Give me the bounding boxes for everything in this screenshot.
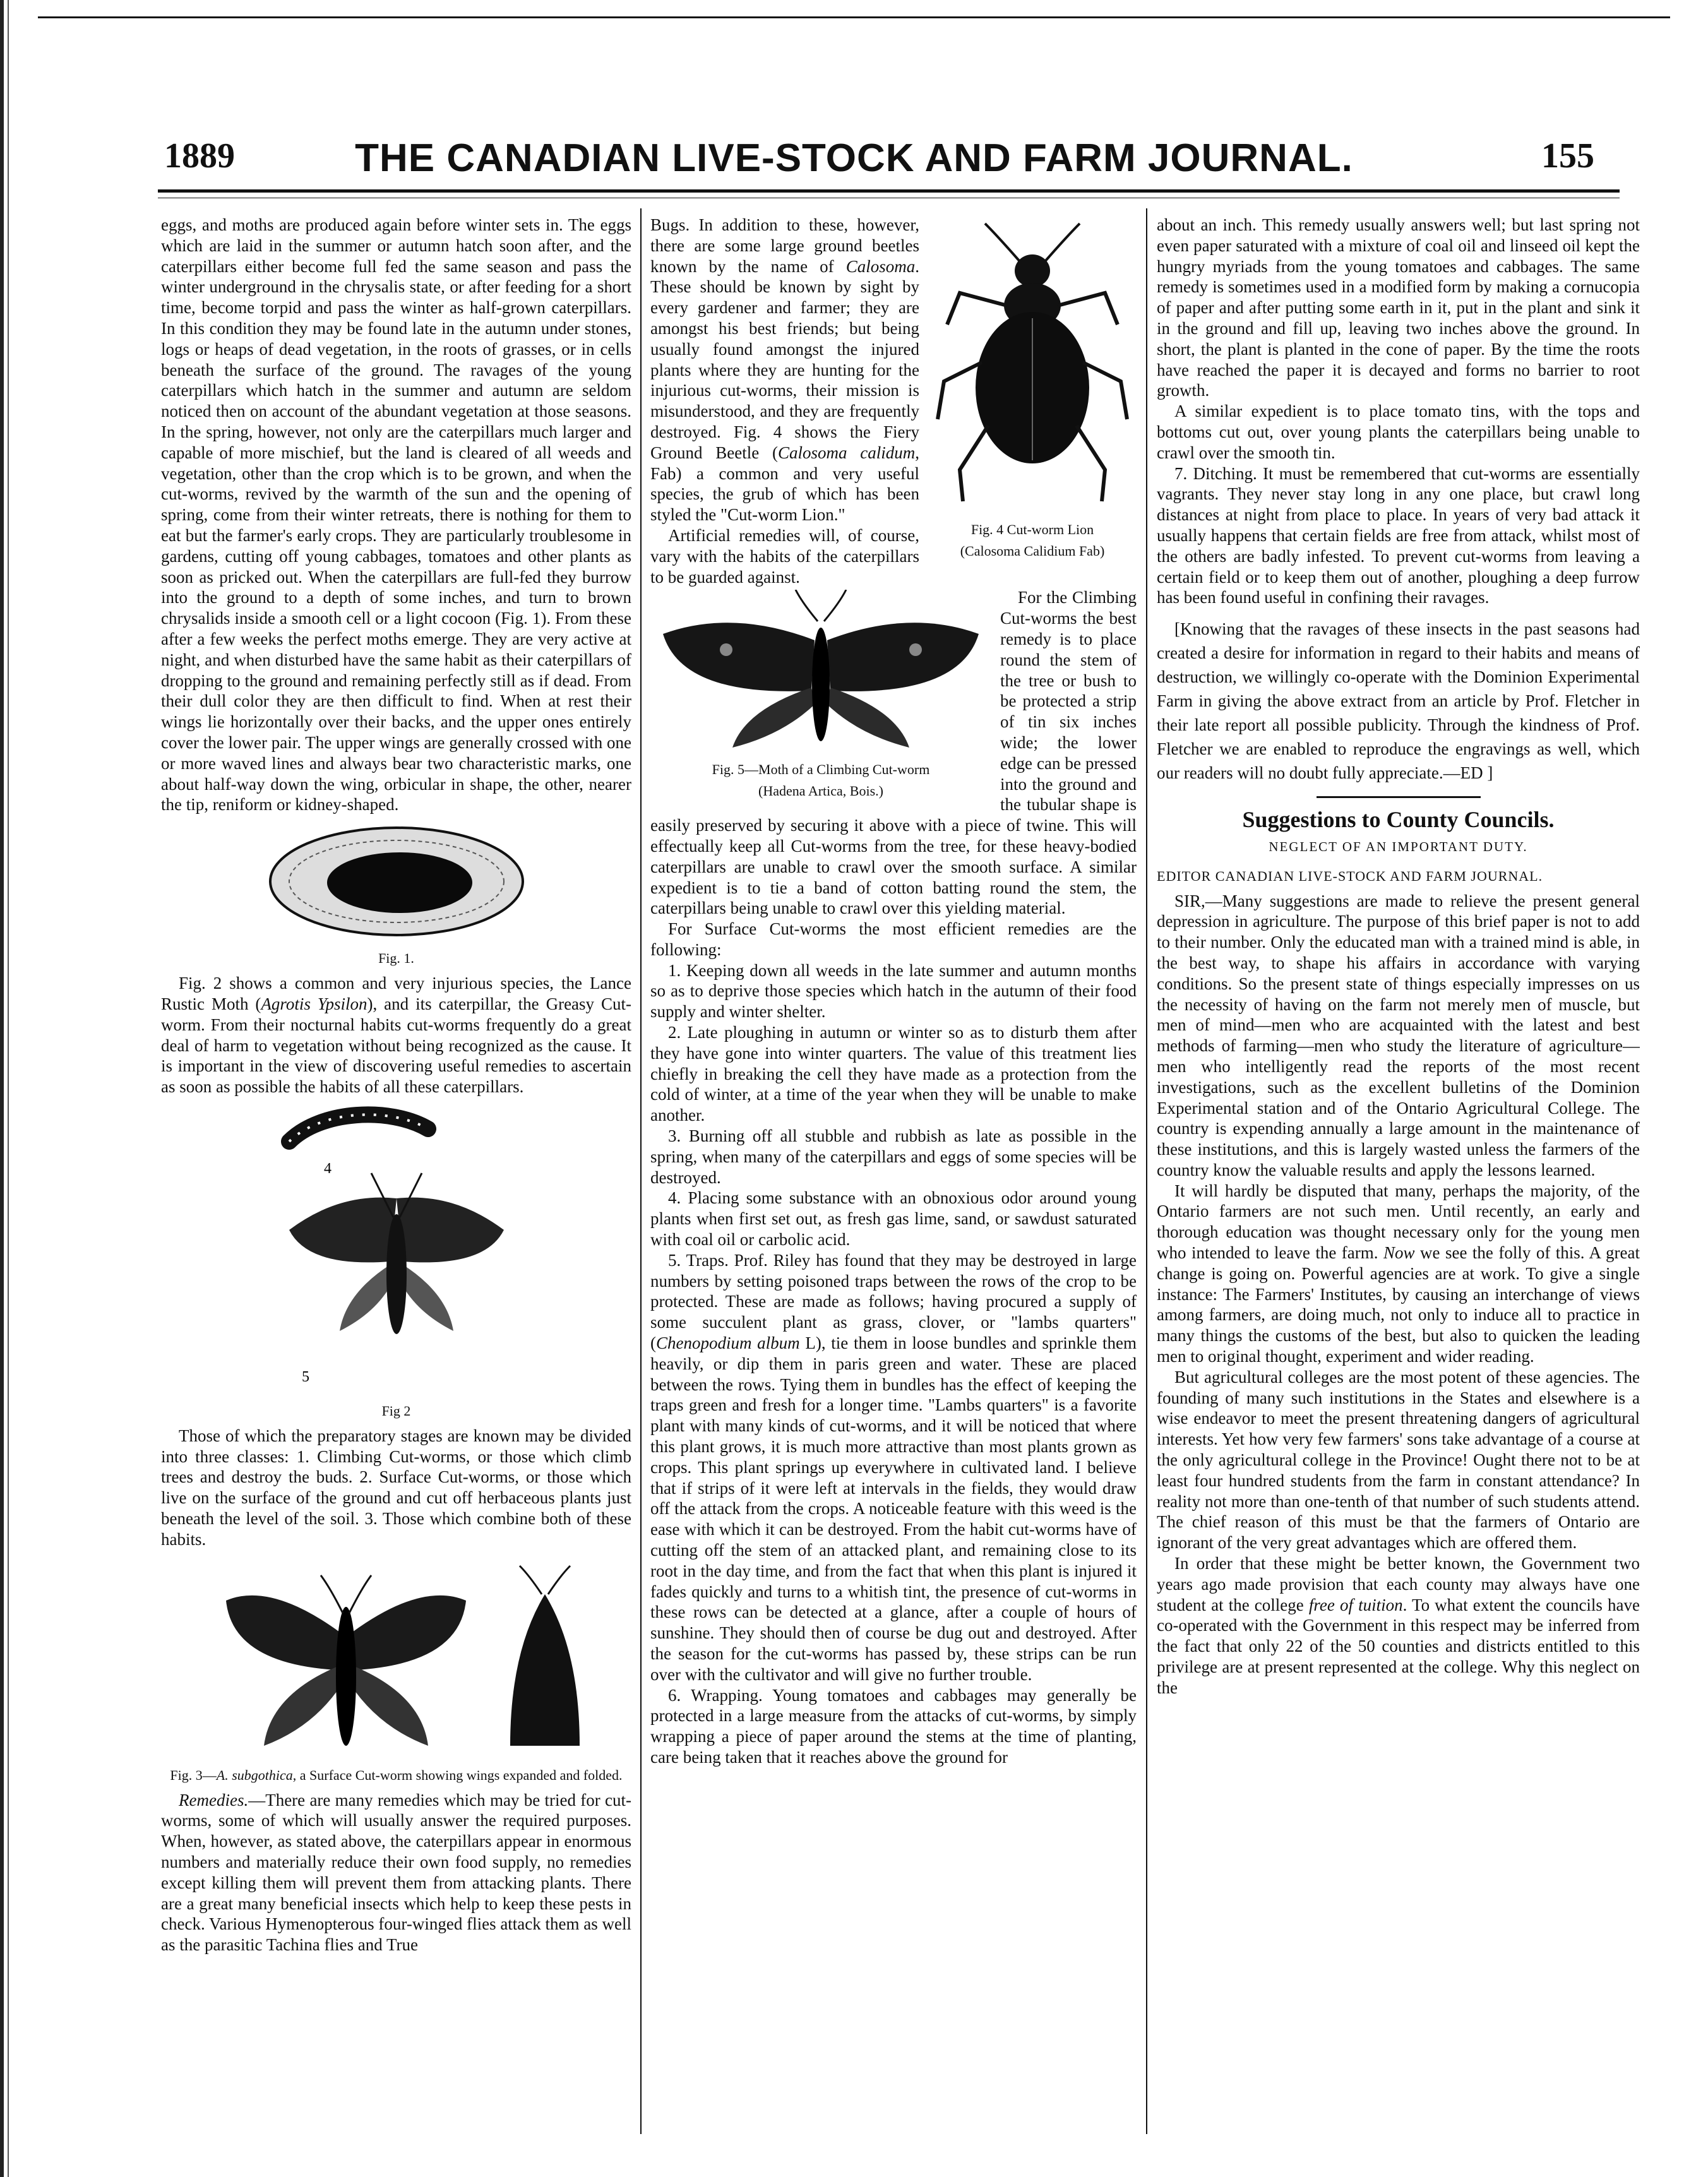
figure-3-surface-cutworm-moth [161,1556,631,1784]
paragraph: Those of which the preparatory stages are known may be divided into three classes: 1. Climbing Cut-worms, or those which climb trees and destroy the buds. 2. Surface Cut-worms, or those which live on the surface of the ground and cut off herbaceous plants just beneath the level of the soil. 3. Those which combine both of these habits. [161,1426,631,1549]
moth-and-caterpillar-illustration [264,1104,529,1400]
paragraph: 3. Burning off all stubble and rubbish as late as possible in the spring, when many of the caterpillars and eggs of some species will be destroyed. [650,1126,1137,1187]
figure-caption: Fig. 3—A. subgothica, a Surface Cut-worm showing wings expanded and folded. [170,1767,623,1783]
cocoon-illustration [264,821,529,948]
figure-caption: Fig. 5—Moth of a Climbing Cut-worm [712,761,930,778]
section-subtitle: NEGLECT OF AN IMPORTANT DUTY. [1269,838,1528,854]
header-year: 1889 [164,136,235,176]
paragraph: For the Climbing Cut-worms the best remedy is to place round the stem of the tree or bush to be protected a strip of tin six inches wide; the lower edge can be pressed into the ground and the tubular shape is easily preserved by securing it above with a piece of twine. This will effectually keep all Cut-worms from the tree, for these heavy-bodied caterpillars are unable to crawl over the smooth surface. A similar expedient is to tie a band of cotton batting round the stem, the caterpillars being unable to crawl over this yielding material. [650,588,1137,918]
column-divider [640,208,642,2134]
figure-1-cocoon [161,821,631,967]
top-rule [38,16,1670,22]
species-name: Agrotis Ypsilon [261,994,367,1013]
figure-label: 4 [323,1160,331,1177]
paragraph: SIR,—Many suggestions are made to relieve the present general depression in agriculture. The purpose of this brief paper is not to add to their number. Only the educated man with a trained mind is able, in the best way, to shape his affairs in accordance with varying conditions. So the present state of things especially impresses on us the necessity of having on the farm not merely men of muscle, but men of mind—men who are acquainted with the latest and best methods of farming—men who study the literature of agriculture—men who intelligently read the reports of the most recent investigations, such as the excellent bulletins of the Dominion Experimental station and of the Ontario Agricultural College. The country is expending annually a large amount in the maintenance of these institutions, and this is largely wasted unless the farmers of the country know the valuable results and apply the lessons learned. [1157,891,1640,1179]
paragraph: Fig. 2 shows a common and very injurious species, the Lance Rustic Moth (Agrotis Ypsilon), and its caterpillar, the Greasy Cut-worm. From their nocturnal habits cut-worms frequently do a great deal of harm to vegetation without being recognized as the cause. It is important in the view of discovering useful remedies to ascertain as soon as possible the habits of all these caterpillars. [161,974,631,1097]
paragraph: eggs, and moths are produced again before winter sets in. The eggs which are laid in the summer or autumn hatch soon after, and the caterpillars either become full fed the same season and pass the winter underground in the chrysalis state, or after feeding for a short time, become torpid and pass the winter as half-grown caterpillars. In this condition they may be found late in the autumn under stones, logs or heaps of dead vegetation, in the roots of grasses, or in cells beneath the surface of the ground. The ravages of the young caterpillars which hatch in the summer and autumn are seldom noticed then on account of the abundant vegetation at those seasons. In the spring, however, not only are the caterpillars much larger and capable of more mischief, but the land is cleared of all weeds and vegetation, other than the crop which is to be grown, and when the cut-worms, revived by the warmth of the sun and the opening of spring, come from their winter retreats, there is nothing for them to eat but the farmer's early crops. They are particularly troublesome in gardens, cutting off young cabbages, tomatoes and other plants as soon as pricked out. When the caterpillars are full-fed they burrow into the ground to a depth of some inches, and turn to brown chrysalids inside a smooth cell or a light cocoon (Fig. 1). From these after a few weeks the perfect moths emerge. They are very active at night, and when disturbed have the same habit as their caterpillars of dropping to the ground and remaining perfectly still as if dead. From their dull color they are then difficult to find. When at rest their wings lie horizontally over their backs, and the upper ones entirely cover the lower pair. The upper wings are generally crossed with one or more waved lines and always bear two characteristic marks, one about half-way down the wing, orbicular in shape, the other, nearer the tip, reniform or kidney-shaped. [161,215,631,814]
figure-caption: (Calosoma Calidium Fab) [960,542,1105,559]
paragraph: In order that these might be better known, the Government two years ago made provision that each county may always have one student at the college free of tuition. To what extent the councils have co-operated with the Government in this respect may be inferred from the fact that only 22 of the 50 counties and districts entitled to this privilege are at present represented at the college. Why this neglect on the [1157,1554,1640,1697]
page-number: 155 [1541,136,1594,176]
paragraph: 6. Wrapping. Young tomatoes and cabbages may generally be protected in a large measure from the attacks of cut-worms, by simply wrapping a piece of paper around the stems at the time of planting, care being taken that it reaches above the ground for [650,1685,1137,1767]
binding-edge [0,0,19,2177]
column-divider [1146,208,1147,2134]
editor-salutation: EDITOR CANADIAN LIVE-STOCK AND FARM JOURNAL. [1157,868,1543,884]
figure-5-climbing-cutworm-moth [650,590,991,804]
figure-caption: (Hadena Artica, Bois.) [758,783,883,799]
figure-caption: Fig. 1. [378,950,414,967]
paragraph: 5. Traps. Prof. Riley has found that they may be destroyed in large numbers by setting poisoned traps between the rows of the crop to be protected. These are made as follows; having procured a supply of some succulent plant as grass, clover, or "lambs quarters" (Chenopodium album L), tie them in loose bundles and sprinkle them heavily, or dip them in paris green and water. These are placed between the rows. Tying them in bundles has the effect of keeping the traps green and fresh for a longer time. "Lambs quarters" is a favorite plant with many kinds of cut-worms, and it will be noticed that where this plant grows, it is much more attractive than most plants grown as crops. This plant springs up everywhere in cultivated land. I believe that if strips of it were left at intervals in the fields, they would draw off the attack from the crops. A noticeable feature with this weed is the ease with which it can be destroyed. From the habit cut-worms have of cutting off the stem of an attacked plant, and remaining close to its root in the day time, and from the fact that when this plant is injured it fades quickly and turns to a whitish tint, the presence of cut-worms in these rows can be detected at a glance, after a couple of hours of sunshine. They should then of course be dug out and destroyed. After the season for the cut-worms has passed by, these strips can be run over with the cultivator and will give no further trouble. [650,1250,1137,1684]
paragraph: Remedies.—There are many remedies which may be tried for cut-worms, some of which will usually answer the required purposes. When, however, as stated above, the caterpillars appear in enormous numbers and materially reduce their own food supply, no remedies except killing them will prevent them from attacking plants. There are a great many beneficial insects which help to keep these pests in check. Various Hymenopterous four-winged flies attack them as well as the parasitic Tachina flies and True [161,1790,631,1955]
moth-expanded-and-folded-illustration [194,1556,599,1765]
paragraph: 4. Placing some substance with an obnoxious odor around young plants when first set out, as fresh gas lime, sand, or sawdust saturated with coal oil or carbolic acid. [650,1188,1137,1250]
section-title: Suggestions to County Councils. [1242,807,1555,833]
paragraph: But agricultural colleges are the most potent of these agencies. The founding of many such institutions in the States and elsewhere is a wise endeavor to meet the present threatening dangers of agricultural interests. Yet how very few farmers' sons take advantage of a course at the only agricultural college in the Province! Ought there not to be at least four hundred students from the farm in constant attendance? In reality not more than one-tenth of that number of such students attend. The chief reason of this must be that the farmers of Ontario are ignorant of the very great advantages which are offered them. [1157,1367,1640,1553]
page-header [38,136,1670,186]
paragraph: about an inch. This remedy usually answers well; but last spring not even paper saturated with a mixture of coal oil and linseed oil kept the hungry myriads from the young tomatoes and cabbages. The same remedy is sometimes used in a modified form by making a cornucopia of paper and after putting some earth in it, put in the plant and sink it in the ground and fill up, leaving two inches above the ground. In short, the plant is planted in the cone of paper. By the time the roots have reached the paper it is decayed and forms no barrier to root growth. [1157,215,1640,400]
ground-beetle-illustration [928,217,1137,514]
paragraph: 2. Late ploughing in autumn or winter so as to disturb them after they have gone into winter quarters. The value of this treatment lies chiefly in breaking the cell they have made as a protection from the cold of winter, at a time of the year when they will be unable to make another. [650,1023,1137,1125]
paragraph: Bugs. In addition to these, however, there are some large ground beetles known by the name of Calosoma. These should be known by sight by every gardener and farmer; they are amongst his best friends; but being usually found amongst the injured plants where they are hunting for the injurious cut-worms, their mission is misunderstood, and they are frequently destroyed. Fig. 4 shows the Fiery Ground Beetle (Calosoma calidum, Fab) a common and very useful species, the grub of which has been styled the "Cut-worm Lion." [650,215,919,525]
figure-caption: Fig. 4 Cut-worm Lion [970,521,1094,537]
column-3 [1157,215,1640,2128]
figure-2-lance-rustic-moth [161,1104,631,1419]
figure-4-cutworm-lion [928,217,1137,564]
column-2 [650,215,1137,2128]
figure-caption: Fig 2 [381,1402,411,1419]
section-divider [1317,796,1481,798]
moth-illustration [650,590,991,754]
header-rule [158,189,1620,198]
journal-title: THE CANADIAN LIVE-STOCK AND FARM JOURNAL. [355,136,1353,180]
paragraph: A similar expedient is to place tomato tins, with the tops and bottoms cut out, over young plants the caterpillars being unable to crawl over the smooth tin. [1157,402,1640,462]
paragraph: Artificial remedies will, of course, vary with the habits of the caterpillars to be guarded against. [650,525,919,587]
paragraph: 1. Keeping down all weeds in the late summer and autumn months so as to deprive those species which hatch in the autumn of their food supply and winter shelter. [650,960,1137,1022]
paragraph: For Surface Cut-worms the most efficient remedies are the following: [650,919,1137,959]
figure-label: 5 [301,1368,309,1385]
remedies-heading: Remedies. [179,1790,249,1810]
column-1 [161,215,631,2128]
paragraph: 7. Ditching. It must be remembered that cut-worms are essentially vagrants. They never stay long in any one place, but crawl long distances at night from place to place. In years of very bad attack it usually happens that certain fields are free from attack, whilst most of the others are badly infested. To prevent cut-worms from leaving a certain field or to keep them out of another, ploughing a deep furrow has been found useful in confining their ravages. [1157,463,1640,607]
editor-note: [Knowing that the ravages of these insects in the past seasons had created a desire for information in regard to their habits and means of destruction, we willingly co-operate with the Dominion Experimental Farm in giving the above extract from an article by Prof. Fletcher in their late report all possible publicity. Through the kindness of Prof. Fletcher we are enabled to reproduce the engravings as well, which our readers will no doubt fully appreciate.—ED ] [1157,619,1640,783]
paragraph: It will hardly be disputed that many, perhaps the majority, of the Ontario farmers are not such men. Until recently, an early and thorough education was thought necessary only for the young men who intended to leave the farm. Now we see the folly of this. A great change is going on. Powerful agencies are at work. To give a single instance: The Farmers' Institutes, by causing an interchange of views among farmers, are doing much, not only to induce all to practice in many things the customs of the best, but also to quicken the leading men to original thought, experiment and wider reading. [1157,1181,1640,1366]
